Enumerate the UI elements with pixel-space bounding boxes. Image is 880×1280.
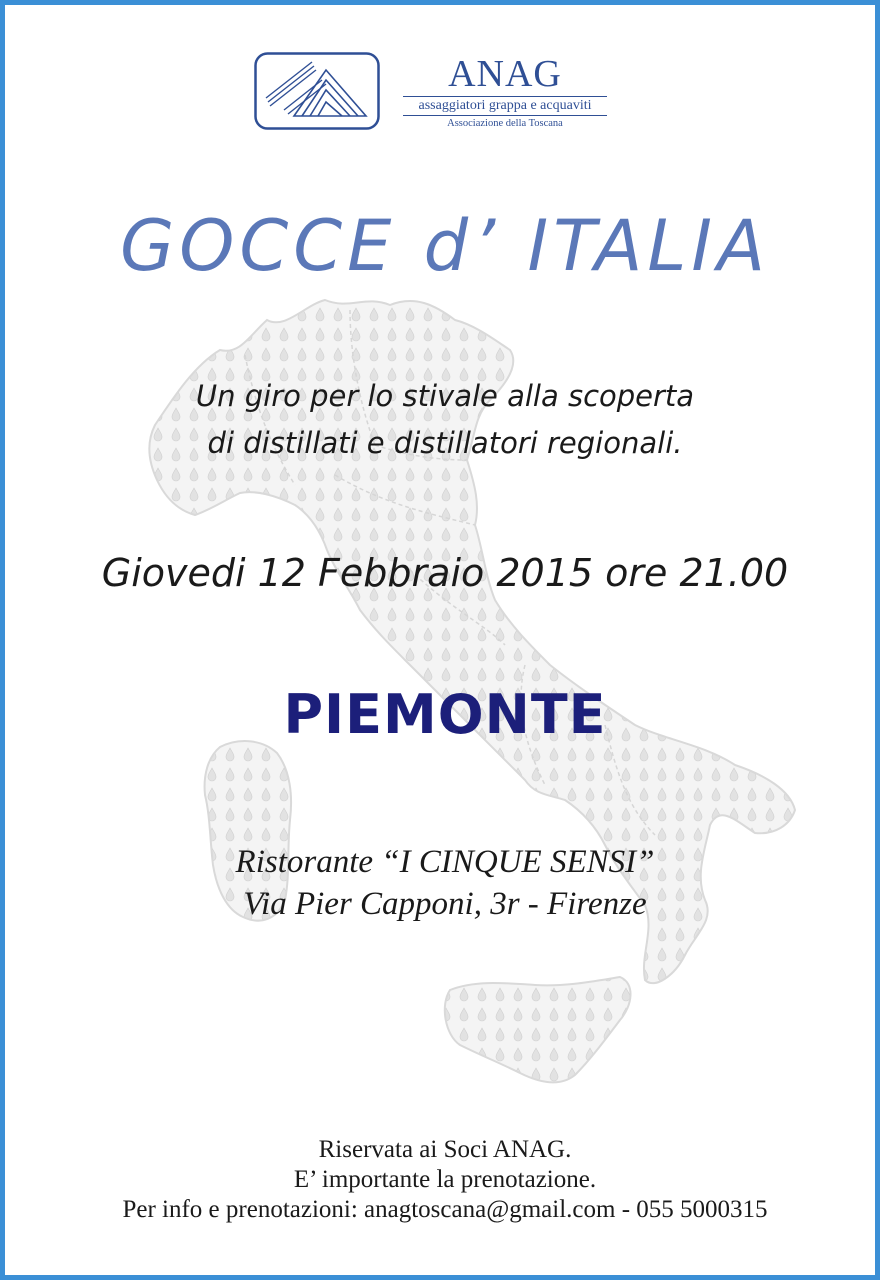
event-region: PIEMONTE xyxy=(283,683,607,746)
italy-map-illustration xyxy=(5,5,880,1280)
logo-tagline: assaggiatori grappa e acquaviti xyxy=(403,96,607,116)
sicily-shape xyxy=(445,977,631,1082)
logo-name: ANAG xyxy=(448,53,562,95)
footer-booking-note: E’ importante la prenotazione. xyxy=(293,1166,597,1193)
event-title: GOCCE d’ ITALIA xyxy=(120,205,770,287)
tagline-line-1: Un giro per lo stivale alla scoperta xyxy=(195,379,695,413)
footer-contact-info: Per info e prenotazioni: anagtoscana@gmail.com - 055 5000315 xyxy=(122,1196,768,1223)
event-venue xyxy=(5,841,880,925)
event-date: Giovedi 12 Febbraio 2015 ore 21.00 xyxy=(101,551,789,595)
anag-logo-icon xyxy=(254,52,380,130)
logo-association: Associazione della Toscana xyxy=(447,118,563,129)
venue-address: Via Pier Capponi, 3r - Firenze xyxy=(243,886,647,922)
event-footer xyxy=(5,1135,880,1225)
anag-logo-text xyxy=(403,55,607,130)
tagline-line-2: di distillati e distillatori regionali. xyxy=(207,426,683,460)
footer-members-note: Riservata ai Soci ANAG. xyxy=(318,1136,572,1163)
venue-name: Ristorante “I CINQUE SENSI” xyxy=(235,844,655,880)
event-tagline xyxy=(105,373,785,467)
